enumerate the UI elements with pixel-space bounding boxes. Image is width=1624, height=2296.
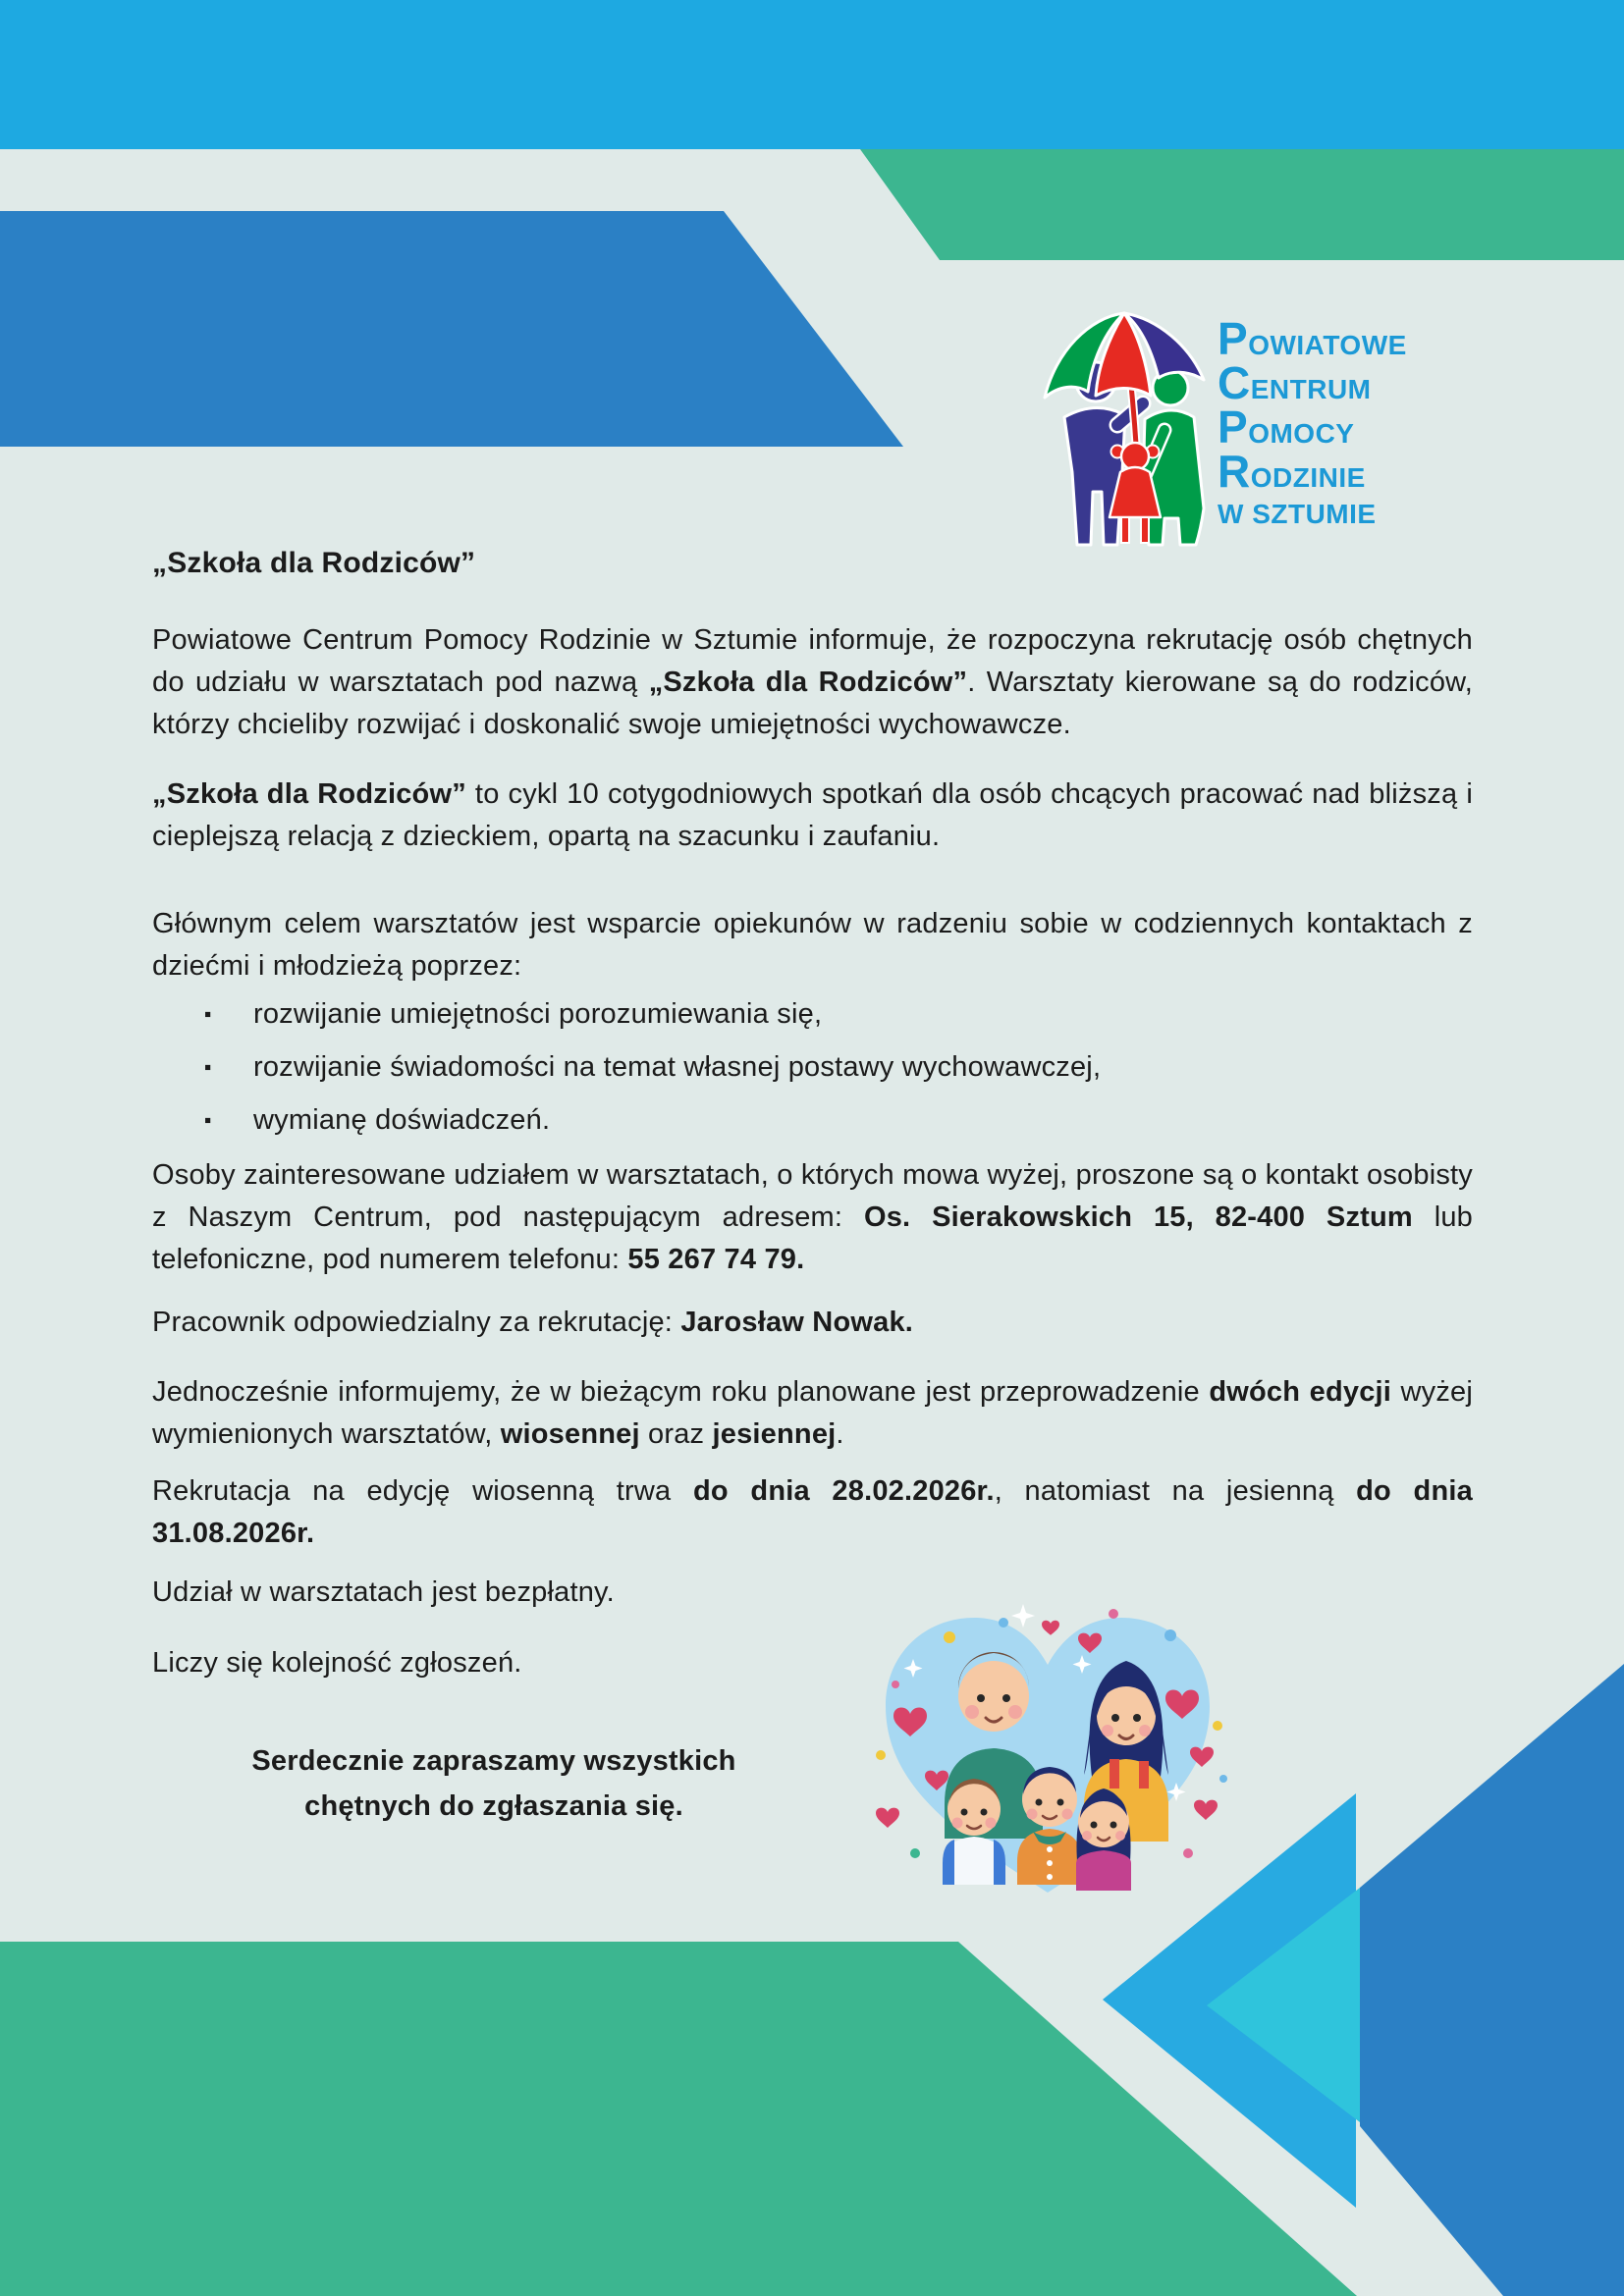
logo-line-powiatowe	[1218, 313, 1453, 364]
document-body	[152, 542, 1473, 1829]
closing-invitation: Serdecznie zapraszamy wszystkich chętnych do zgłaszania się.	[251, 1745, 736, 1822]
logo-initial: R	[1218, 446, 1251, 497]
text-run: , natomiast na jesienną	[994, 1475, 1357, 1507]
spring-deadline-bold: do dnia 28.02.2026r.	[692, 1475, 995, 1507]
logo-initial: P	[1218, 401, 1249, 453]
cycle-paragraph	[152, 774, 1473, 858]
list-item: ▪ rozwijanie umiejętności porozumiewania się,	[152, 993, 1473, 1036]
logo-rest: OMOCY	[1248, 418, 1355, 449]
text-run: . Warsztaty kierowane są do rodziców, którzy chcieliby rozwijać i doskonalić swoje umiejętności wychowawcze.	[152, 667, 1473, 740]
logo-initial: C	[1218, 357, 1251, 408]
autumn-deadline-bold: do dnia 31.08.2026r.	[152, 1475, 1473, 1549]
logo-rest: ODZINIE	[1250, 462, 1366, 493]
top-green-band	[860, 149, 1624, 260]
recruiter-name-bold: Jarosław Nowak.	[680, 1307, 914, 1338]
top-blue-banner	[0, 211, 903, 447]
text-run: Powiatowe Centrum Pomocy Rodzinie w Sztumie informuje, że rozpoczyna rekrutację osób chętnych do udziału w warsztatach pod nazwą	[152, 624, 1473, 698]
goals-list	[152, 993, 1473, 1142]
editions-paragraph	[152, 1371, 1473, 1456]
logo-initial: P	[1218, 313, 1249, 364]
text-run: to cykl 10 cotygodniowych spotkań dla osób chcących pracować nad bliższą i cieplejszą relacją z dzieckiem, opartą na szacunku i zaufaniu.	[152, 778, 1473, 852]
text-run: Jednocześnie informujemy, że w bieżącym roku planowane jest przeprowadzenie	[152, 1376, 1210, 1408]
logo-tagline: W SZTUMIE	[1218, 499, 1377, 529]
order-paragraph: Liczy się kolejność zgłoszeń.	[152, 1647, 522, 1679]
family-umbrella-icon	[1021, 307, 1247, 553]
phone-number-bold: 55 267 74 79.	[627, 1244, 805, 1275]
free-participation-paragraph: Udział w warsztatach jest bezpłatny.	[152, 1576, 615, 1608]
autumn-bold: jesiennej	[712, 1418, 837, 1450]
family-illustration	[856, 1569, 1239, 1912]
text-run: Pracownik odpowiedzialny za rekrutację:	[152, 1307, 681, 1338]
intro-paragraph	[152, 619, 1473, 746]
recruiter-paragraph	[152, 1302, 1473, 1344]
workshop-name-bold: „Szkoła dla Rodziców”	[648, 667, 968, 698]
list-item: ▪ rozwijanie świadomości na temat własnej postawy wychowawczej,	[152, 1046, 1473, 1089]
logo-rest: OWIATOWE	[1248, 330, 1407, 360]
text-run: Rekrutacja na edycję wiosenną trwa	[152, 1475, 693, 1507]
logo-rest: ENTRUM	[1250, 374, 1372, 404]
deadlines-paragraph	[152, 1470, 1473, 1555]
address-bold: Os. Sierakowskich 15, 82-400 Sztum	[863, 1201, 1413, 1233]
logo-line-rodzinie	[1218, 446, 1453, 497]
editions-bold: dwóch edycji	[1209, 1376, 1392, 1408]
text-run: Osoby zainteresowane udziałem w warsztatach, o których mowa wyżej, proszone są o kontakt osobisty z Naszym Centrum, pod następującym adresem:	[152, 1159, 1473, 1233]
logo-line-centrum	[1218, 357, 1453, 408]
logo-line-pomocy	[1218, 401, 1453, 453]
spring-bold: wiosennej	[500, 1418, 640, 1450]
goal-paragraph: Głównym celem warsztatów jest wsparcie opiekunów w radzeniu sobie w codziennych kontaktach z dziećmi i młodzieżą poprzez:	[152, 908, 1473, 982]
contact-paragraph	[152, 1154, 1473, 1281]
page-title: „Szkoła dla Rodziców”	[152, 547, 476, 579]
text-run: .	[836, 1418, 844, 1450]
top-cyan-band	[0, 0, 1624, 149]
text-run: wyżej wymienionych warsztatów,	[152, 1376, 1474, 1450]
pcpr-logo	[1021, 307, 1453, 558]
list-item: ▪ wymianę doświadczeń.	[152, 1099, 1473, 1142]
text-run: lub telefoniczne, pod numerem telefonu:	[152, 1201, 1473, 1275]
pcpr-logo-text	[1218, 313, 1453, 535]
workshop-name-bold: „Szkoła dla Rodziców”	[152, 778, 466, 810]
text-run: oraz	[639, 1418, 713, 1450]
